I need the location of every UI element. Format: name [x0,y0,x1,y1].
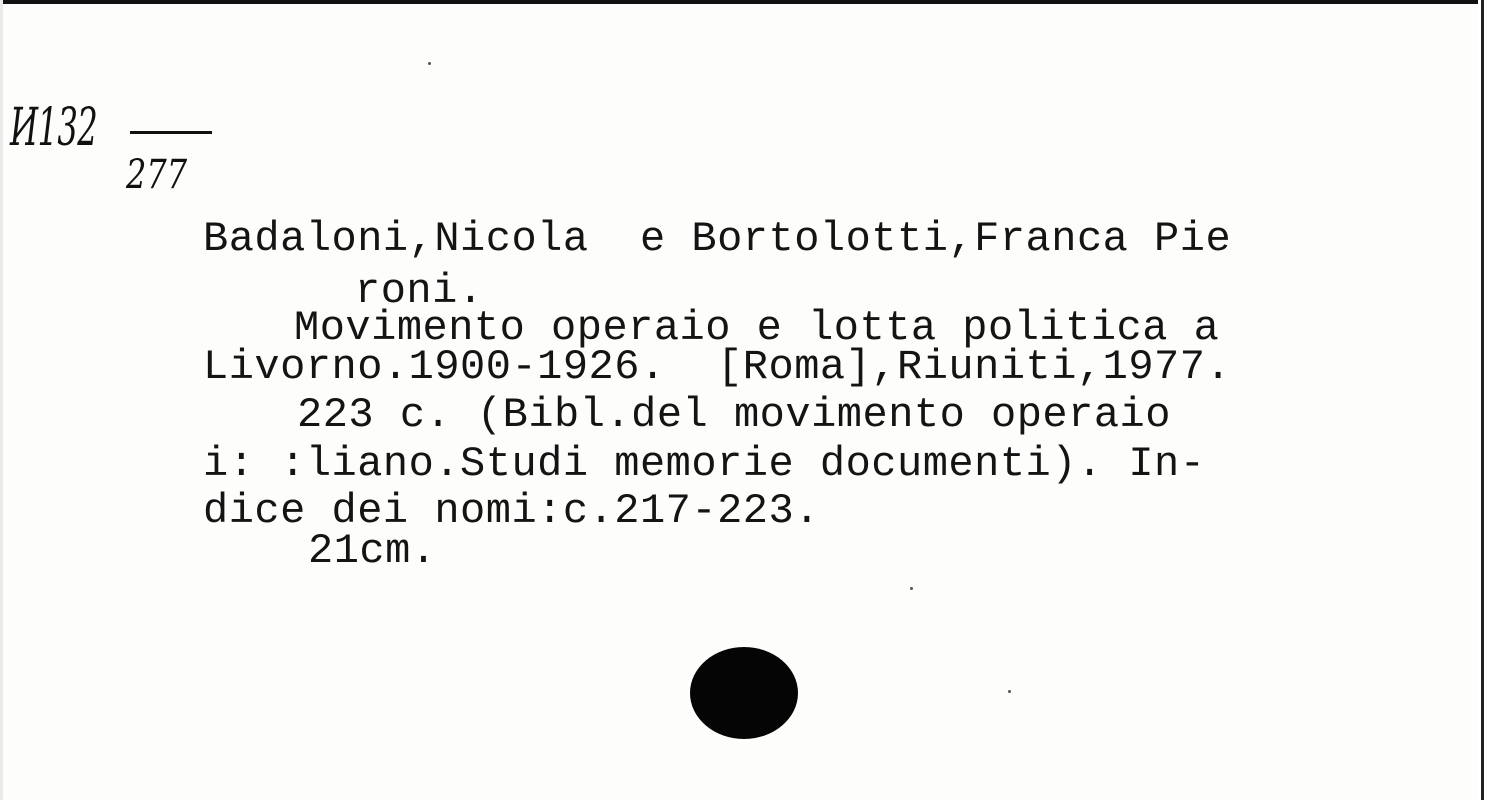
shelfmark-sub: 277 [126,152,188,198]
index-note-line: dice dei nomi:c.217-223. [203,487,820,535]
paper-speck [428,62,431,65]
card-right-edge [1478,0,1488,800]
punch-hole [690,647,798,739]
series-line: i: :liano.Studi memorie documenti). In- [203,440,1206,488]
imprint-line: Livorno.1900-1926. [Roma],Riuniti,1977. [203,343,1232,391]
paper-speck [910,587,913,590]
shelfmark-fraction-bar [130,131,212,134]
shelfmark-main: И132 [10,98,98,158]
size-line: 21cm. [308,527,437,575]
card-left-edge [0,0,3,800]
card-top-edge [0,0,1488,4]
author-line: Badaloni,Nicola e Bortolotti,Franca Pie [203,215,1232,263]
paper-speck [1008,690,1011,693]
collation-line: 223 c. (Bibl.del movimento operaio [297,391,1171,439]
title-line: Movimento operaio e lotta politica a [294,304,1220,352]
author-line-continued: roni. [355,267,484,315]
